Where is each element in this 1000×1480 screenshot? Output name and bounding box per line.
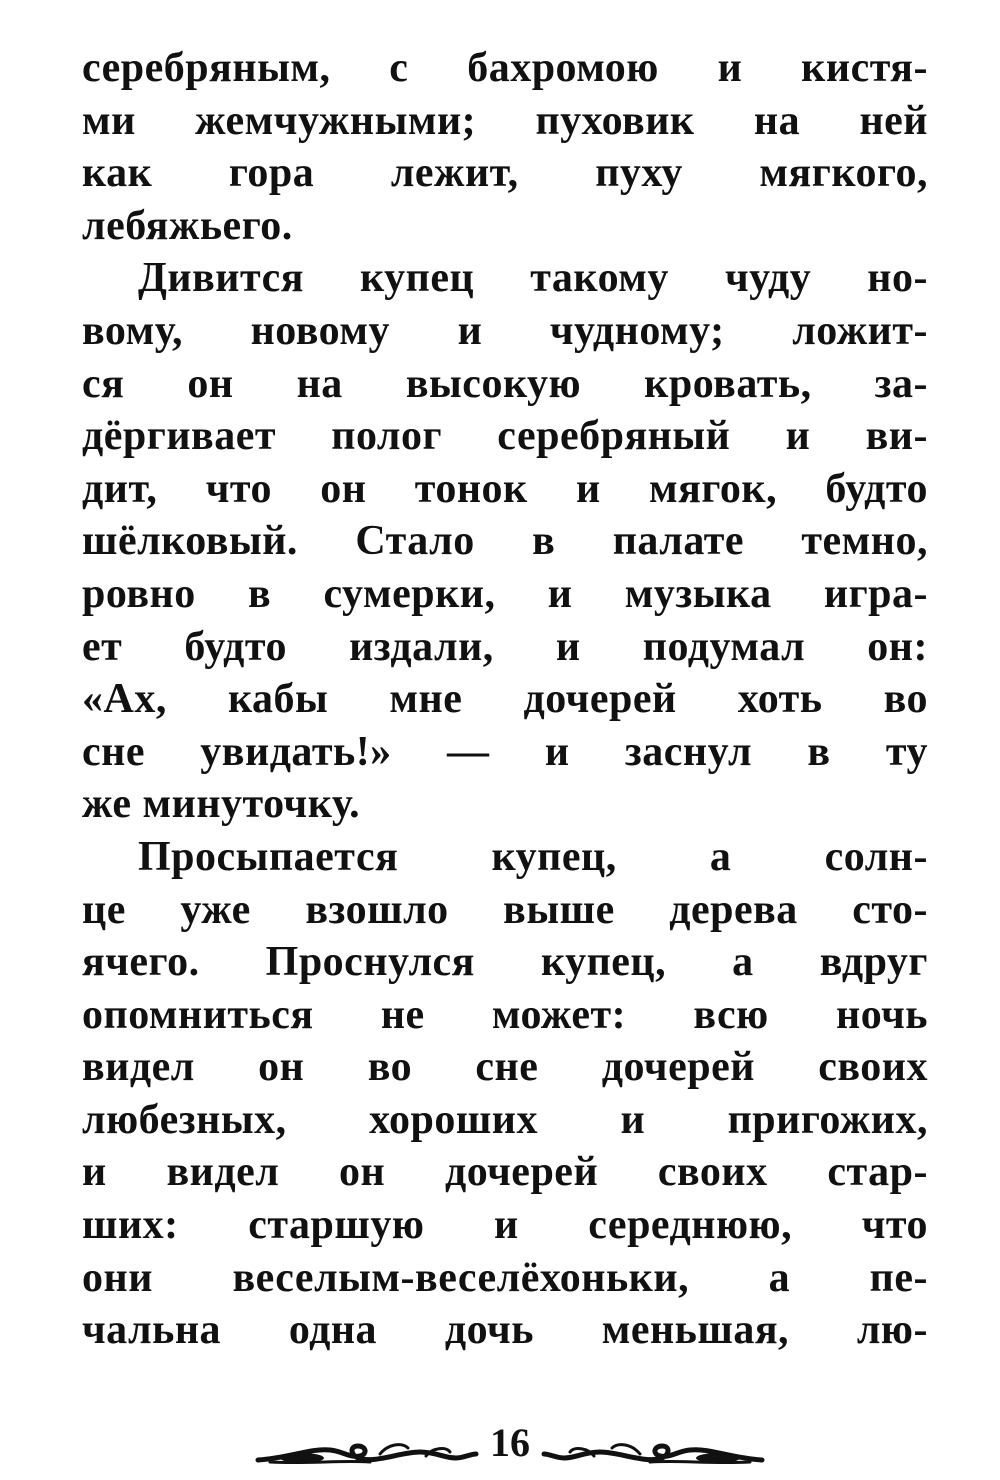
text-line: опомниться не может: всю ночь <box>82 991 928 1038</box>
page-number: 16 <box>490 1420 530 1465</box>
text-line: ся он на высокую кровать, за- <box>82 360 928 407</box>
page-footer <box>250 1418 770 1478</box>
text-line: лебяжьего. <box>82 202 293 249</box>
text-line: ми жемчужными; пуховик на ней <box>82 97 928 144</box>
text-line: шёлковый. Стало в палате темно, <box>82 518 928 565</box>
text-line: Дивится купец такому чуду но- <box>138 255 928 302</box>
text-line: как гора лежит, пуху мягкого, <box>82 150 928 197</box>
text-line: вому, новому и чудному; ложит- <box>82 307 928 354</box>
text-line: видел он во сне дочерей своих <box>82 1044 928 1091</box>
paragraph-3 <box>82 831 928 1357</box>
text-line: и видел он дочерей своих стар- <box>82 1149 928 1196</box>
text-line: «Ах, кабы мне дочерей хоть во <box>82 676 928 723</box>
body-text <box>82 42 928 1357</box>
text-line: ет будто издали, и подумал он: <box>82 623 928 670</box>
paragraph-1 <box>82 42 928 252</box>
text-line: же минуточку. <box>82 781 361 828</box>
text-line: це уже взошло выше дерева сто- <box>82 886 928 933</box>
paragraph-2 <box>82 252 928 831</box>
text-line: чальна одна дочь меньшая, лю- <box>82 1307 928 1354</box>
text-line: Просыпается купец, а солн- <box>138 833 928 880</box>
text-line: они веселым-веселёхоньки, а пе- <box>82 1254 928 1301</box>
text-line: ячего. Проснулся купец, а вдруг <box>82 939 928 986</box>
text-line: сне увидать!» — и заснул в ту <box>82 728 928 775</box>
text-line: серебряным, с бахромою и кистя- <box>82 45 928 91</box>
text-line: любезных, хороших и пригожих, <box>82 1096 928 1143</box>
text-line: ровно в сумерки, и музыка игра- <box>82 570 928 617</box>
text-line: дит, что он тонок и мягок, будто <box>82 465 928 512</box>
text-line: дёргивает полог серебряный и ви- <box>82 413 928 460</box>
text-line: ших: старшую и середнюю, что <box>82 1202 928 1249</box>
